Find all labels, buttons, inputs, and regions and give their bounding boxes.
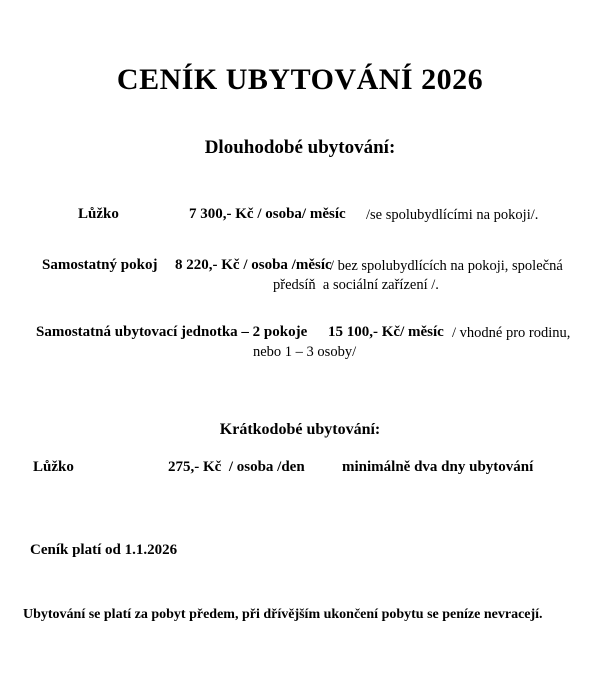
payment-terms-note: Ubytování se platí za pobyt předem, při dřívějším ukončení pobytu se peníze nevracejí.	[23, 607, 543, 622]
row-note: / vhodné pro rodinu,	[452, 325, 571, 341]
row-note: / bez spolubydlících na pokoji, společná	[330, 258, 563, 274]
short-term-heading: Krátkodobé ubytování:	[219, 421, 381, 438]
row-note: minimálně dva dny ubytování	[342, 459, 534, 475]
validity-note: Ceník platí od 1.1.2026	[30, 542, 178, 558]
long-term-heading: Dlouhodobé ubytování:	[204, 137, 396, 158]
row-price: 7 300,- Kč / osoba/ měsíc	[189, 206, 346, 222]
row-item-label: Samostatná ubytovací jednotka – 2 pokoje	[36, 324, 308, 340]
row-price: 15 100,- Kč/ měsíc	[328, 324, 444, 340]
row-price: 275,- Kč / osoba /den	[168, 459, 305, 475]
row-item-label: Lůžko	[33, 459, 74, 475]
row-item-label: Samostatný pokoj	[42, 257, 158, 273]
row-price: 8 220,- Kč / osoba /měsíc	[175, 257, 332, 273]
document-title: CENÍK UBYTOVÁNÍ 2026	[116, 63, 484, 96]
row-note: /se spolubydlícími na pokoji/.	[366, 207, 539, 223]
row-note-line-2: předsíň a sociální zařízení /.	[273, 277, 439, 293]
row-item-label: Lůžko	[78, 206, 119, 222]
row-note-line-2: nebo 1 – 3 osoby/	[253, 344, 357, 360]
